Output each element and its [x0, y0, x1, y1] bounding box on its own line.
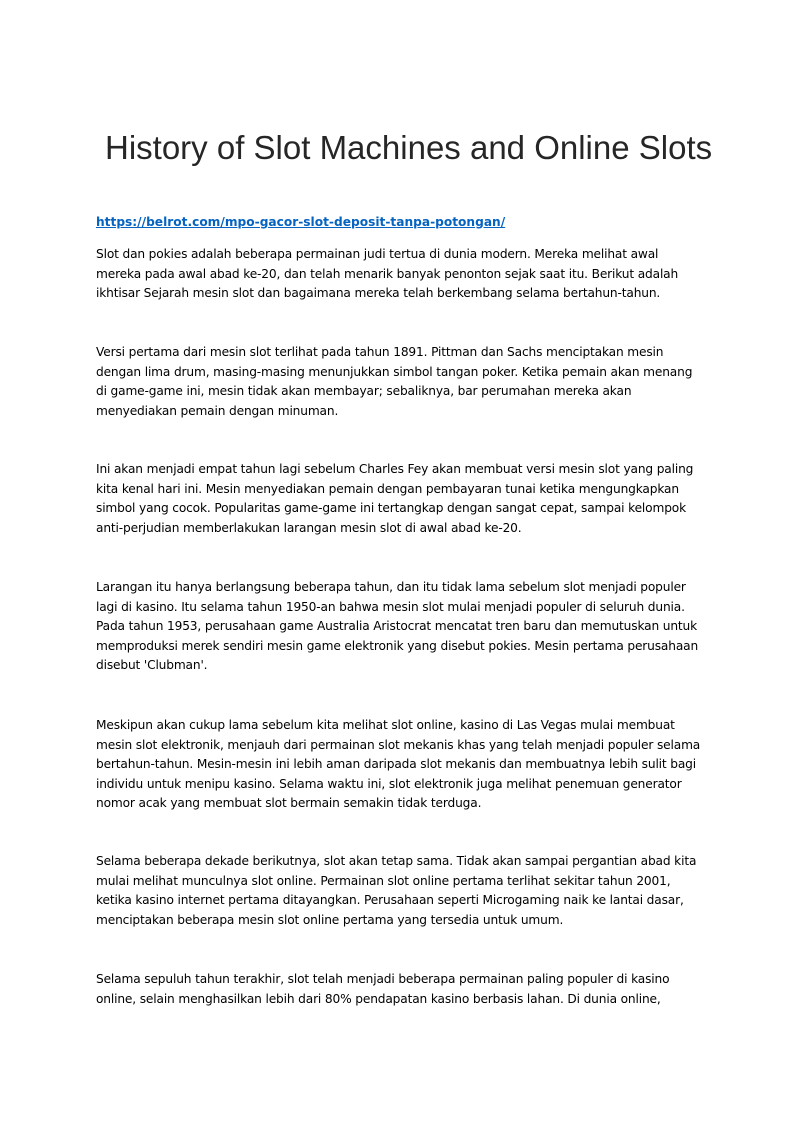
paragraph-online-slots: [96, 852, 700, 930]
paragraph-line: menciptakan beberapa mesin slot online pertama yang tersedia untuk umum.: [96, 912, 564, 927]
paragraph-line: mesin slot elektronik, menjauh dari permainan slot mekanis khas yang telah menjadi populer selama: [96, 737, 701, 752]
paragraph-last-decade: [96, 970, 700, 1009]
paragraph-first-version: [96, 343, 700, 421]
paragraph-line: mulai melihat munculnya slot online. Permainan slot online pertama terlihat sekitar tahun 2001,: [96, 873, 671, 888]
paragraph-line: mereka pada awal abad ke-20, dan telah menarik banyak penonton sejak saat itu. Berikut adalah: [96, 266, 679, 281]
paragraph-line: dengan lima drum, masing-masing menunjukkan simbol tangan poker. Ketika pemain akan menang: [96, 364, 693, 379]
paragraph-line: memproduksi merek sendiri mesin game elektronik yang disebut pokies. Mesin pertama perusahaan: [96, 638, 699, 653]
paragraph-line: individu untuk menipu kasino. Selama waktu ini, slot elektronik juga melihat penemuan generator: [96, 776, 682, 791]
paragraph-line: Selama sepuluh tahun terakhir, slot telah menjadi beberapa permainan paling populer di kasino: [96, 972, 670, 986]
paragraph-line: disebut 'Clubman'.: [96, 658, 208, 672]
paragraph-line: ketika kasino internet pertama ditayangkan. Perusahaan seperti Microgaming naik ke lantai dasar,: [96, 893, 684, 907]
paragraph-line: Pada tahun 1953, perusahaan game Australia Aristocrat mencatat tren baru dan memutuskan untuk: [96, 619, 698, 633]
paragraph-line: ikhtisar Sejarah mesin slot dan bagaimana mereka telah berkembang selama bertahun-tahun.: [96, 286, 661, 300]
paragraph-line: Versi pertama dari mesin slot terlihat pada tahun 1891. Pittman dan Sachs menciptakan mesin: [96, 345, 664, 359]
paragraph-line: bertahun-tahun. Mesin-mesin ini lebih aman daripada slot mekanis dan membuatnya lebih sulit bagi: [96, 757, 696, 771]
paragraph-line: Larangan itu hanya berlangsung beberapa tahun, dan itu tidak lama sebelum slot menjadi populer: [96, 580, 686, 594]
paragraph-ban: [96, 578, 700, 676]
paragraph-line: simbol yang cocok. Popularitas game-game ini tertangkap dengan sangat cepat, sampai kelompok: [96, 501, 686, 515]
paragraph-line: kita kenal hari ini. Mesin menyediakan pemain dengan pembayaran tunai ketika mengungkapkan: [96, 481, 679, 496]
source-link[interactable]: https://belrot.com/mpo-gacor-slot-deposit-tanpa-potongan/: [96, 215, 506, 229]
page-title: History of Slot Machines and Online Slots: [105, 129, 713, 166]
paragraph-line: nomor acak yang membuat slot bermain semakin tidak terduga.: [96, 796, 482, 810]
paragraph-electronic-slots: [96, 716, 700, 814]
paragraph-line: di game-game ini, mesin tidak akan membayar; sebaliknya, bar perumahan mereka akan: [96, 384, 632, 398]
paragraph-line: Ini akan menjadi empat tahun lagi sebelum Charles Fey akan membuat versi mesin slot yang paling: [96, 462, 694, 476]
paragraph-line: Selama beberapa dekade berikutnya, slot akan tetap sama. Tidak akan sampai pergantian abad kita: [96, 854, 697, 868]
paragraph-line: Slot dan pokies adalah beberapa permainan judi tertua di dunia modern. Mereka melihat awal: [96, 247, 659, 261]
paragraph-line: anti-perjudian memberlakukan larangan mesin slot di awal abad ke-20.: [96, 520, 522, 535]
paragraph-line: lagi di kasino. Itu selama tahun 1950-an bahwa mesin slot mulai menjadi populer di seluruh dunia.: [96, 599, 685, 614]
paragraph-line: online, selain menghasilkan lebih dari 80% pendapatan kasino berbasis lahan. Di dunia online,: [96, 991, 661, 1006]
paragraph-intro: [96, 245, 700, 304]
paragraph-line: menyediakan pemain dengan minuman.: [96, 403, 339, 418]
paragraph-line: Meskipun akan cukup lama sebelum kita melihat slot online, kasino di Las Vegas mulai membuat: [96, 718, 675, 732]
paragraph-charles-fey: [96, 460, 700, 538]
